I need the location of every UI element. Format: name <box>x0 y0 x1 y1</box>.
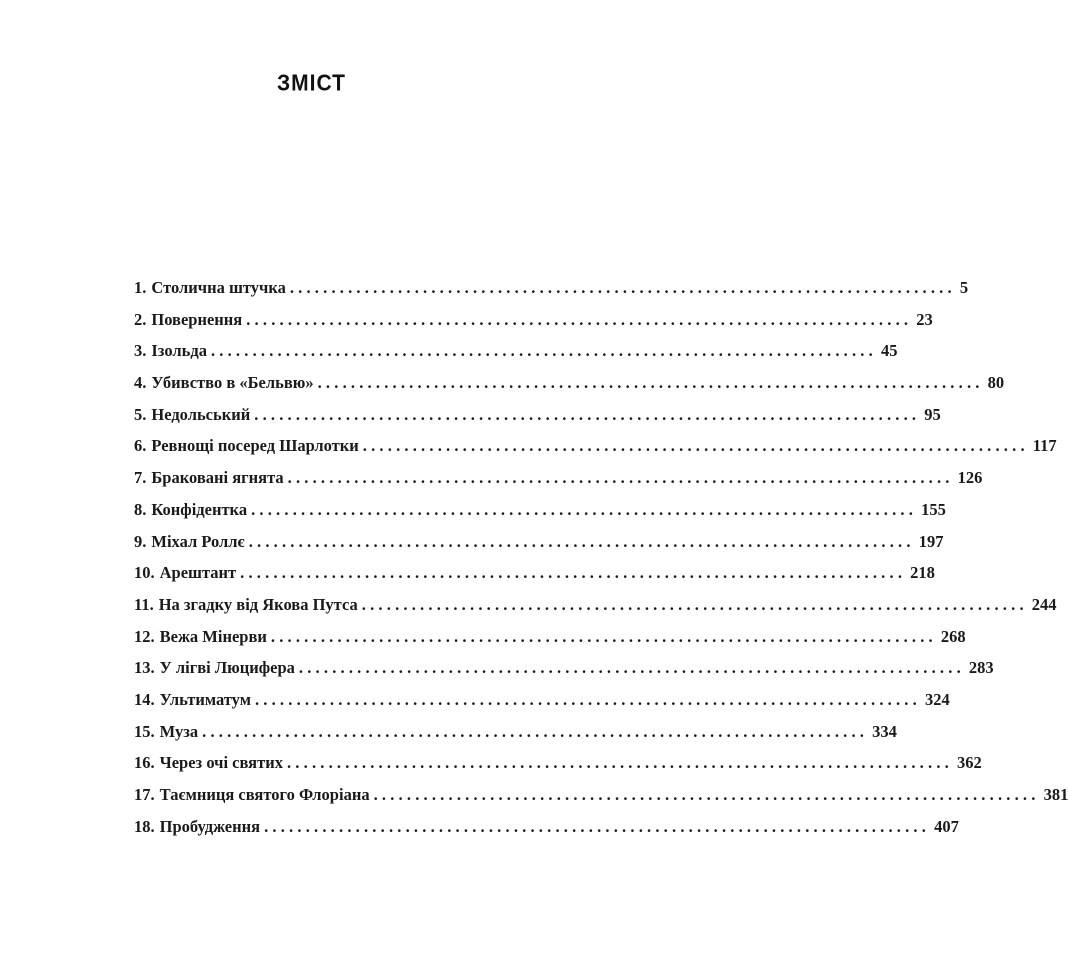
toc-entry-number: 16. <box>134 753 155 773</box>
toc-entry <box>134 468 983 500</box>
toc-entry-title: Вежа Мінерви <box>159 626 267 646</box>
toc-entry-number: 2. <box>134 309 147 329</box>
toc-entry <box>134 689 950 722</box>
toc-entry-number: 3. <box>134 341 147 361</box>
toc-entry-number: 8. <box>134 499 147 519</box>
toc-entry-page: 155 <box>921 499 946 519</box>
toc-entry-title: Столична штучка <box>151 278 286 297</box>
toc-entry-title: Ізольда <box>151 341 207 361</box>
toc-leader-dots: ................................................................................ <box>298 658 965 678</box>
toc-entry-page: 5 <box>959 278 969 297</box>
page-title: ЗМІСТ <box>277 70 346 97</box>
toc-entry-title: У лігві Люцифера <box>159 658 295 678</box>
toc-entry-title: Недольський <box>151 404 251 424</box>
toc-entry <box>134 373 1005 405</box>
toc-entry <box>134 753 982 785</box>
toc-entry-page: 334 <box>872 721 897 741</box>
toc-leader-dots: ................................................................................ <box>289 278 956 297</box>
toc-entry <box>134 721 897 754</box>
toc-entry-number: 4. <box>134 373 147 393</box>
toc-entry-number: 6. <box>134 436 147 456</box>
toc-entry <box>134 563 935 595</box>
toc-entry-title: Муза <box>159 721 199 741</box>
toc-entry-number: 11. <box>134 594 154 614</box>
toc-entry-number: 13. <box>134 658 155 678</box>
toc-leader-dots: ................................................................................ <box>317 373 984 393</box>
toc-entry-page: 407 <box>934 816 959 836</box>
toc-entry-number: 9. <box>134 531 147 551</box>
toc-entry-title: Арештант <box>159 563 237 583</box>
toc-entry <box>134 658 994 690</box>
toc-entry-page: 324 <box>924 689 950 709</box>
toc-entry-number: 7. <box>134 468 147 488</box>
toc-entry <box>134 626 966 659</box>
toc-entry <box>134 404 941 437</box>
toc-leader-dots: ................................................................................ <box>270 626 937 646</box>
toc-leader-dots: ................................................................................ <box>210 341 877 361</box>
toc-entry-number: 14. <box>134 689 155 709</box>
toc-leader-dots: ................................................................................ <box>251 499 918 519</box>
toc-entry-page: 218 <box>910 563 935 583</box>
toc-entry-title: Убивство в «Бельвю» <box>151 373 314 393</box>
toc-entry-number: 17. <box>134 785 155 804</box>
toc-entry <box>134 499 946 532</box>
toc-entry <box>134 436 1057 468</box>
toc-leader-dots: ................................................................................ <box>254 404 921 424</box>
toc-entry-page: 283 <box>968 658 994 678</box>
toc-entry-title: Пробудження <box>159 816 261 836</box>
toc-entry-number: 5. <box>134 404 147 424</box>
toc-entry <box>134 785 1068 817</box>
toc-leader-dots: ................................................................................ <box>246 309 913 329</box>
toc-leader-dots: ................................................................................ <box>373 785 1040 804</box>
toc-leader-dots: ................................................................................ <box>362 436 1029 456</box>
toc-entry-page: 268 <box>940 626 966 646</box>
toc-entry <box>134 278 969 310</box>
toc-entry <box>134 594 1057 627</box>
toc-leader-dots: ................................................................................ <box>287 468 954 488</box>
toc-entry-title: Ультиматум <box>159 689 251 709</box>
toc-entry-page: 45 <box>880 341 898 361</box>
toc-entry <box>134 309 933 342</box>
toc-entry <box>134 816 959 849</box>
toc-entry-title: На згадку від Якова Путса <box>158 594 358 614</box>
toc-entry-title: Міхал Роллє <box>151 531 245 551</box>
toc-entry-title: Через очі святих <box>159 753 283 773</box>
toc-entry-title: Повернення <box>151 309 243 329</box>
toc-entry-page: 362 <box>956 753 982 773</box>
toc-leader-dots: ................................................................................ <box>286 753 953 773</box>
toc-entry-number: 18. <box>134 816 155 836</box>
table-of-contents <box>134 278 1068 848</box>
toc-entry <box>134 531 944 564</box>
toc-entry-title: Браковані ягнята <box>151 468 284 488</box>
toc-entry-number: 15. <box>134 721 155 741</box>
toc-entry-number: 12. <box>134 626 155 646</box>
toc-entry-title: Таємниця святого Флоріана <box>159 785 370 804</box>
toc-leader-dots: ................................................................................ <box>254 689 921 709</box>
toc-entry-page: 381 <box>1043 785 1068 804</box>
toc-entry-page: 23 <box>916 309 933 329</box>
toc-leader-dots: ................................................................................ <box>264 816 931 836</box>
toc-entry-page: 80 <box>987 373 1005 393</box>
toc-entry-page: 126 <box>957 468 983 488</box>
toc-leader-dots: ................................................................................ <box>240 563 907 583</box>
toc-leader-dots: ................................................................................ <box>361 594 1028 614</box>
toc-entry-title: Ревнощі посеред Шарлотки <box>151 436 359 456</box>
toc-entry-page: 244 <box>1031 594 1057 614</box>
toc-entry-number: 10. <box>134 563 155 583</box>
toc-entry-number: 1. <box>134 278 147 297</box>
toc-entry-page: 95 <box>924 404 941 424</box>
toc-entry-title: Конфідентка <box>151 499 248 519</box>
toc-leader-dots: ................................................................................ <box>248 531 915 551</box>
toc-entry-page: 117 <box>1032 436 1057 456</box>
toc-entry-page: 197 <box>918 531 944 551</box>
toc-leader-dots: ................................................................................ <box>202 721 869 741</box>
toc-entry <box>134 341 898 373</box>
